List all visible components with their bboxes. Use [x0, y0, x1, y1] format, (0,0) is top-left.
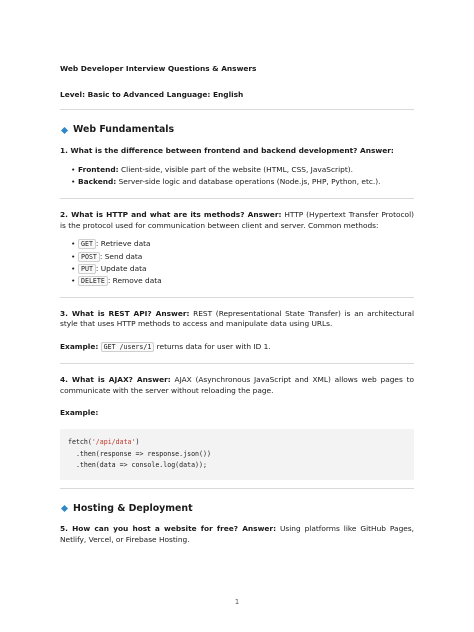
divider	[60, 109, 414, 110]
answer-4: AJAX (Asynchronous JavaScript and XML) allows web pages to communicate with the server without reloading the page.	[60, 374, 414, 395]
http-methods-list	[60, 239, 414, 286]
description: Client-side, visible part of the website (HTML, CSS, JavaScript).	[118, 164, 353, 174]
code-block	[60, 429, 414, 480]
code-text: fetch(	[68, 438, 92, 447]
level-language-line: Level: Basic to Advanced Language: English	[60, 89, 244, 99]
description: Server-side logic and database operations (Node.js, PHP, Python, etc.).	[116, 177, 381, 187]
code-line: .then(data => console.log(data));	[68, 461, 207, 470]
list-item	[78, 252, 414, 263]
divider	[60, 488, 414, 489]
document-content	[60, 64, 414, 546]
description: : Retrieve data	[95, 239, 151, 249]
example-text: returns data for user with ID 1.	[154, 342, 271, 352]
section-heading-web-fundamentals	[60, 123, 414, 137]
answer-2: HTTP (Hypertext Transfer Protocol) is the protocol used for communication between client and server. Common methods:	[60, 209, 415, 230]
list-item	[78, 276, 414, 287]
question-4-paragraph	[60, 375, 414, 396]
list-item	[78, 177, 414, 188]
description: : Update data	[95, 263, 147, 273]
term: Backend:	[78, 177, 117, 187]
answer-5: Using platforms like GitHub Pages, Netlify, Vercel, or Firebase Hosting.	[60, 524, 415, 545]
section-title: Web Fundamentals	[73, 124, 175, 136]
example-label: Example:	[60, 342, 99, 352]
section-title: Hosting & Deployment	[73, 502, 193, 514]
question-3-paragraph	[60, 309, 414, 330]
diamond-bullet-icon	[61, 505, 68, 512]
question-3: 3. What is REST API? Answer:	[60, 308, 190, 318]
question-5: 5. How can you host a website for free? Answer:	[60, 524, 277, 534]
code-string: '/api/data'	[91, 438, 136, 447]
code-line: .then(response => response.json())	[68, 449, 211, 458]
page-number: 1	[234, 598, 240, 606]
example-line	[60, 342, 414, 353]
example-label: Example:	[60, 408, 99, 418]
inline-code: PUT	[78, 264, 96, 274]
diamond-bullet-icon	[61, 127, 68, 134]
question-2-paragraph	[60, 210, 414, 231]
document-title: Web Developer Interview Questions & Answers	[60, 64, 257, 73]
answer-3: REST (Representational State Transfer) is an architectural style that uses HTTP methods to access and manipulate data using URLs.	[60, 308, 414, 329]
list-item	[78, 165, 414, 176]
answer-list-1	[60, 165, 414, 188]
inline-code: GET /users/1	[101, 342, 155, 352]
question-2: 2. What is HTTP and what are its methods? Answer:	[60, 209, 282, 219]
inline-code: DELETE	[78, 276, 108, 286]
term: Frontend:	[78, 164, 119, 174]
description: : Send data	[99, 251, 143, 261]
question-1: 1. What is the difference between frontend and backend development? Answer:	[60, 146, 394, 156]
inline-code: GET	[78, 239, 96, 249]
inline-code: POST	[78, 252, 100, 262]
section-heading-hosting	[60, 502, 414, 516]
list-item	[78, 239, 414, 250]
code-text: )	[135, 438, 140, 447]
question-4: 4. What is AJAX? Answer:	[60, 374, 171, 384]
question-5-paragraph	[60, 524, 414, 545]
list-item	[78, 264, 414, 275]
description: : Remove data	[107, 275, 162, 285]
